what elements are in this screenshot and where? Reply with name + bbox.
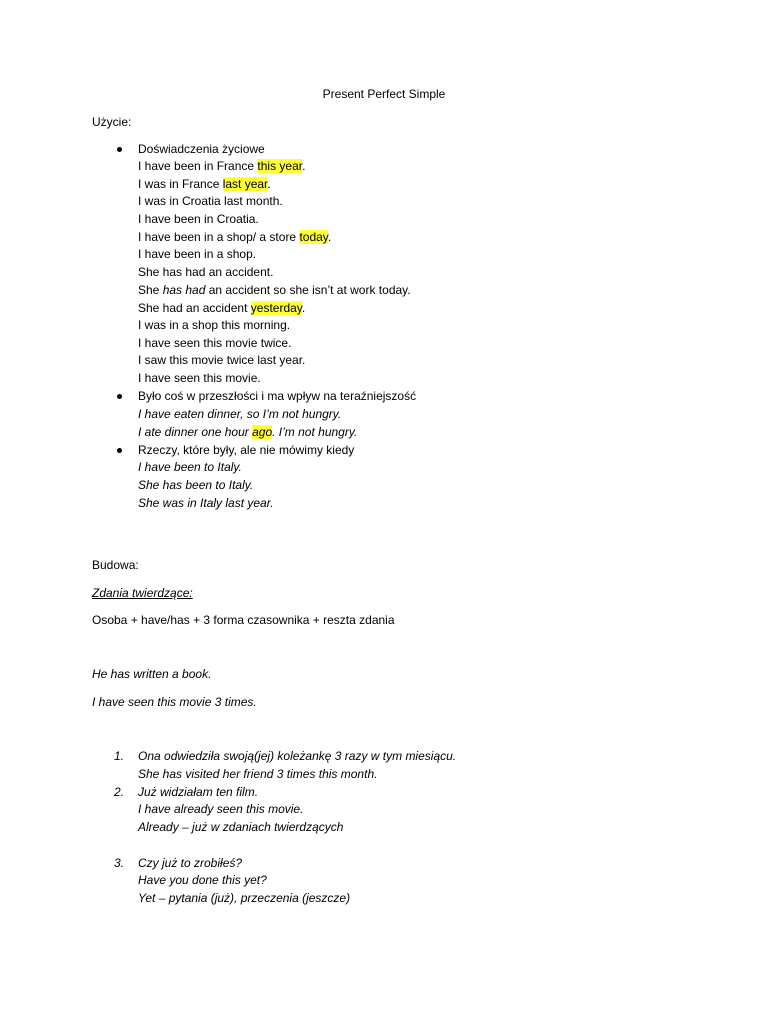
text-segment: . xyxy=(301,301,306,315)
numbered-item-line: I have already seen this movie. xyxy=(138,802,304,816)
bullet-heading-unspecified-time: Rzeczy, które były, ale nie mówimy kiedy xyxy=(138,443,355,457)
example-line xyxy=(138,229,331,246)
example-line: I have seen this movie. xyxy=(138,371,261,385)
list-number: 3. xyxy=(114,856,125,870)
bullet-heading-experiences: Doświadczenia życiowe xyxy=(138,142,265,156)
example-line: She was in Italy last year. xyxy=(138,496,274,510)
highlighted-phrase: today xyxy=(299,230,328,244)
example-line xyxy=(138,424,357,441)
example-line: I have been to Italy. xyxy=(138,460,242,474)
text-segment: . xyxy=(327,230,332,244)
text-segment: . xyxy=(302,159,306,173)
example-line xyxy=(138,158,305,175)
example-line: I was in Croatia last month. xyxy=(138,194,283,208)
numbered-item-line: Ona odwiedziła swoją(jej) koleżankę 3 razy w tym miesiącu. xyxy=(138,749,457,763)
bullet-marker xyxy=(117,394,122,399)
highlighted-phrase: yesterday xyxy=(250,301,302,315)
numbered-item-line: She has visited her friend 3 times this month. xyxy=(138,767,378,781)
text-segment: I ate dinner one hour xyxy=(138,425,253,439)
text-segment: I have been in France xyxy=(138,159,258,173)
text-segment: . I’m not hungry. xyxy=(272,425,358,439)
example-line: I have been in Croatia. xyxy=(138,212,259,226)
numbered-item-line: Already – już w zdaniach twierdzących xyxy=(138,820,344,834)
text-segment: . xyxy=(267,177,271,191)
example-line: I have seen this movie twice. xyxy=(138,336,292,350)
example-sentence: He has written a book. xyxy=(92,667,212,681)
example-line: I was in a shop this morning. xyxy=(138,318,291,332)
text-segment: an accident so she isn’t at work today. xyxy=(205,283,411,297)
text-segment: I was in France xyxy=(138,177,223,191)
numbered-item-line: Czy już to zrobiłeś? xyxy=(138,856,243,870)
bullet-marker xyxy=(117,448,122,453)
text-segment: She xyxy=(138,283,163,297)
example-line: She has had an accident. xyxy=(138,265,274,279)
highlighted-phrase: this year xyxy=(257,159,303,173)
highlighted-phrase: last year xyxy=(222,177,268,191)
example-sentence: I have seen this movie 3 times. xyxy=(92,695,257,709)
example-line: I have been in a shop. xyxy=(138,247,257,261)
example-line: I saw this movie twice last year. xyxy=(138,353,306,367)
example-line xyxy=(138,282,411,299)
example-line xyxy=(138,176,271,193)
text-segment: She had an accident xyxy=(138,301,251,315)
bullet-marker xyxy=(117,147,122,152)
numbered-item-line: Have you done this yet? xyxy=(138,873,267,887)
usage-heading: Użycie: xyxy=(92,115,132,129)
bullet-heading-past-effect: Było coś w przeszłości i ma wpływ na teraźniejszość xyxy=(138,389,417,403)
page-title: Present Perfect Simple xyxy=(322,87,446,101)
highlighted-phrase: ago xyxy=(252,425,273,439)
numbered-item-line: Już widziałam ten film. xyxy=(138,785,259,799)
example-line xyxy=(138,300,305,317)
structure-formula: Osoba + have/has + 3 forma czasownika + reszta zdania xyxy=(92,613,395,627)
example-line: She has been to Italy. xyxy=(138,478,254,492)
example-line: I have eaten dinner, so I’m not hungry. xyxy=(138,407,342,421)
list-number: 1. xyxy=(114,749,125,763)
numbered-item-line: Yet – pytania (już), przeczenia (jeszcze) xyxy=(138,891,351,905)
affirmative-heading: Zdania twierdzące: xyxy=(92,586,193,600)
italic-phrase: has had xyxy=(162,283,206,297)
structure-heading: Budowa: xyxy=(92,558,139,572)
list-number: 2. xyxy=(114,785,125,799)
text-segment: I have been in a shop/ a store xyxy=(138,230,300,244)
